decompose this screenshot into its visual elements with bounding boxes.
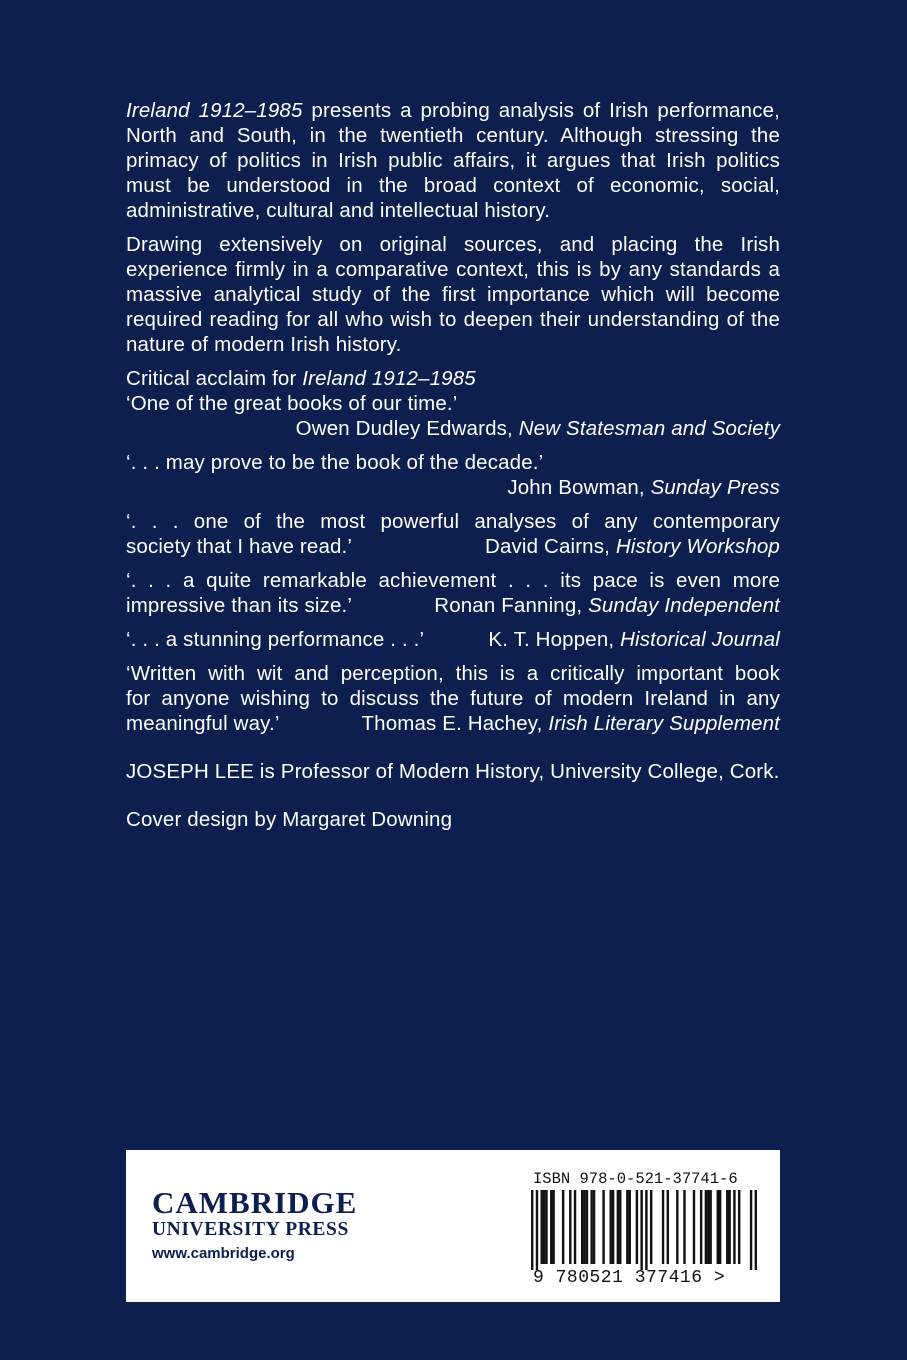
barcode-bar (726, 1190, 728, 1264)
quote-1 (126, 391, 780, 441)
barcode-digits: 9 780521 377416 > (533, 1268, 726, 1288)
quote-text: ‘One of the great books of our time.’ (126, 392, 458, 415)
barcode-bar (581, 1190, 583, 1264)
quote-text: ‘. . . one of the most powerful analyses of any contemporary (126, 510, 780, 533)
barcode-bar (531, 1190, 533, 1270)
quote-attribution: society that I have read.’ David Cairns, History Workshop (126, 535, 780, 558)
barcode-bar (593, 1190, 595, 1264)
barcode-bar (709, 1190, 711, 1264)
publisher-logo-sub: UNIVERSITY PRESS (152, 1219, 349, 1240)
quote-attribution: ‘. . . a stunning performance . . .’ K. T. Hoppen, Historical Journal (126, 628, 780, 651)
author-bio: JOSEPH LEE is Professor of Modern History, University College, Cork. (126, 760, 780, 783)
barcode-bar (645, 1190, 647, 1270)
book-title: Ireland 1912–1985 (126, 99, 303, 122)
barcode-bar (536, 1190, 538, 1270)
barcode-bar (543, 1190, 545, 1264)
barcode-bar (602, 1190, 604, 1264)
barcode-bar (617, 1190, 619, 1264)
quote-4 (126, 568, 780, 618)
barcode-bar (574, 1190, 576, 1264)
barcode-bar (629, 1190, 631, 1264)
barcode-bar (733, 1190, 735, 1264)
quote-attribution: meaningful way.’ Thomas E. Hachey, Irish Literary Supplement (126, 712, 780, 735)
barcode-bar (693, 1190, 695, 1264)
barcode-bar (619, 1190, 621, 1264)
barcode-bar (738, 1190, 740, 1264)
quote-attribution: Owen Dudley Edwards, New Statesman and Society (295, 417, 780, 440)
publisher-url: www.cambridge.org (152, 1245, 295, 1262)
barcode-bar (550, 1190, 552, 1264)
acclaim-heading: Critical acclaim for Ireland 1912–1985 (126, 367, 476, 390)
quote-3 (126, 509, 780, 559)
barcode-bar (662, 1190, 664, 1264)
barcode-bar (683, 1190, 685, 1264)
blurb-paragraph-1: Ireland 1912–1985 presents a probing analysis of Irish performance, North and South, in the twentieth century. Although stressing the primacy of politics in Irish public affairs, it argues that Irish politics must be understood in the broad context of economic, social, administrative, cultural and intellectual history. (126, 99, 780, 222)
quote-2 (126, 450, 780, 500)
quote-text: for anyone wishing to discuss the future of modern Ireland in any (126, 687, 780, 710)
barcode-bar (590, 1190, 592, 1264)
quote-text: ‘. . . a quite remarkable achievement . . . its pace is even more (126, 569, 780, 592)
quote-text: ‘. . . may prove to be the book of the decade.’ (126, 451, 544, 474)
barcode-bar (728, 1190, 730, 1264)
barcode-bar (750, 1190, 752, 1270)
publisher-box (126, 1150, 780, 1302)
barcode-bar (636, 1190, 638, 1264)
barcode-bar (700, 1190, 702, 1264)
back-cover-text (126, 98, 780, 832)
publisher-logo-name: CAMBRIDGE (152, 1185, 358, 1220)
barcode-bar (626, 1190, 628, 1264)
barcode-bar (610, 1190, 612, 1264)
barcode-bar (586, 1190, 588, 1264)
barcode-bar (583, 1190, 585, 1264)
quote-text: ‘Written with wit and perception, this is a critically important book (126, 662, 780, 685)
quote-attribution: impressive than its size.’ Ronan Fanning, Sunday Independent (126, 594, 780, 617)
barcode-bar (569, 1190, 571, 1264)
barcode-bar (667, 1190, 669, 1264)
barcode-bar (707, 1190, 709, 1264)
barcode-bar (545, 1190, 547, 1264)
blurb-paragraph-2: Drawing extensively on original sources, and placing the Irish experience firmly in a comparative context, this is by any standards a massive analytical study of the first importance which will become required reading for all who wish to deepen their understanding of the nature of modern Irish history. (126, 233, 780, 356)
quote-5 (126, 627, 780, 652)
cover-credit: Cover design by Margaret Downing (126, 808, 453, 831)
barcode-bar (755, 1190, 757, 1270)
barcode-bar (719, 1190, 721, 1264)
barcode-icon (531, 1190, 757, 1270)
barcode-bar (717, 1190, 719, 1264)
barcode-bar (541, 1190, 543, 1264)
barcode-bar (612, 1190, 614, 1264)
barcode-bar (650, 1190, 652, 1264)
barcode-bar (676, 1190, 678, 1264)
quote-attribution: John Bowman, Sunday Press (507, 476, 780, 499)
quote-6 (126, 661, 780, 736)
barcode-bar (640, 1190, 642, 1270)
barcode-bar (562, 1190, 564, 1264)
barcode-bar (552, 1190, 554, 1264)
barcode-bar (705, 1190, 707, 1264)
isbn-label: ISBN 978-0-521-37741-6 (533, 1170, 738, 1188)
